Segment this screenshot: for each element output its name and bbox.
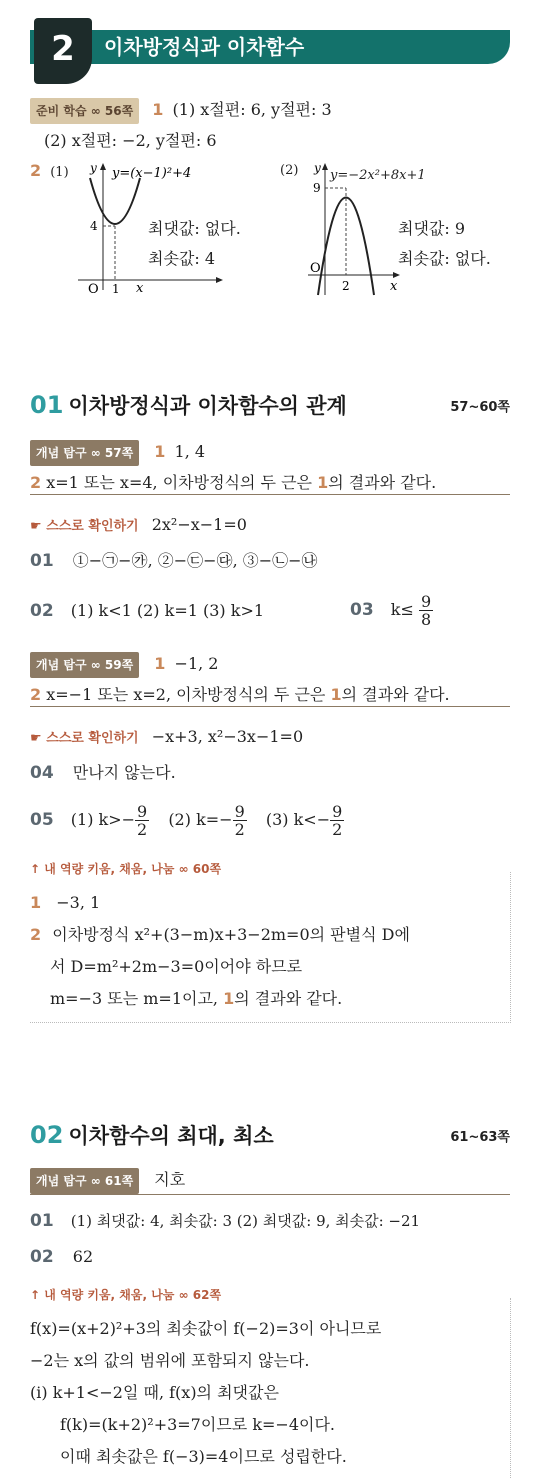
s1-t2-number: 2: [30, 473, 42, 492]
s1-tag2-row: [30, 652, 218, 678]
s1-t2-ref: 1: [317, 473, 329, 492]
s1-q02-answer: (1) k<1 (2) k=1 (3) k>1: [70, 601, 265, 620]
chapter-title: 이차방정식과 이차함수: [104, 35, 305, 59]
section1-number: 01: [30, 391, 64, 419]
s1-q01-row: [30, 550, 318, 572]
s1-t2-row: [30, 472, 510, 495]
s1-check2-row: [30, 726, 303, 750]
section2-header: [30, 1120, 510, 1154]
prep-q1: [30, 98, 332, 124]
s1-q02-number: 02: [30, 601, 54, 621]
s1-check2-eq: −x+3, x²−3x−1=0: [151, 727, 304, 746]
graph1-curve: [90, 178, 140, 224]
graph2-y-arrow: [322, 163, 328, 170]
s2-line2: −2는 x의 값의 범위에 포함되지 않는다.: [30, 1351, 310, 1370]
graph1-y-label: y: [90, 161, 97, 175]
s2-line1: f(x)=(x+2)²+3의 최솟값이 f(−2)=3이 아니므로: [30, 1319, 382, 1338]
s1-t3-number: 1: [154, 654, 166, 673]
s1-q04-number: 04: [30, 763, 54, 783]
s1-t2-post: 의 결과와 같다.: [328, 473, 437, 492]
s1-t2-text: x=1 또는 x=4, 이차방정식의 두 근은: [46, 473, 318, 492]
s2-line5: 이때 최솟값은 f(−3)=4이므로 성립한다.: [60, 1447, 347, 1466]
chapter-banner: [30, 18, 510, 69]
graph2-y-tick: 9: [313, 181, 321, 195]
s1-q05-row: [30, 800, 344, 840]
s1-check1-row: [30, 514, 247, 538]
prep-tag: 준비 학습 ∞ 56쪽: [30, 98, 139, 124]
s1-q02-row: [30, 600, 264, 622]
graph1-y-arrow: [100, 163, 106, 170]
graph2-equation: y=−2x²+8x+1: [330, 168, 426, 183]
s2-q02-row: [30, 1246, 93, 1268]
prep-q2-part1: (1): [50, 165, 69, 180]
s1-q03-pre: k≤: [390, 600, 414, 619]
graph1-equation: y=(x−1)²+4: [112, 166, 192, 181]
s1-t4-row: [30, 684, 510, 707]
s2-q02-answer: 62: [72, 1247, 94, 1266]
s1-c2-line1: 이차방정식 x²+(3−m)x+3−2m=0의 판별식 D에: [52, 925, 410, 944]
graph2-min: 최솟값: 없다.: [398, 249, 491, 268]
prep-q1-number: 1: [152, 100, 164, 119]
prep-q2-number: 2: [30, 161, 42, 180]
s1-t4-post: 의 결과와 같다.: [341, 685, 450, 704]
prep-q1-answer: (1) x절편: 6, y절편: 3: [172, 100, 332, 119]
chapter-number: 2: [34, 18, 92, 84]
section1-header: [30, 390, 510, 424]
s1-check1-label: ☛ 스스로 확인하기: [30, 519, 139, 534]
section2-pages: 61~63쪽: [450, 1130, 510, 1145]
s1-q05-b: (2) k=−: [168, 810, 233, 829]
s2-q02-number: 02: [30, 1247, 54, 1267]
graph1-origin: O: [88, 282, 99, 295]
s1-q01-number: 01: [30, 551, 54, 571]
s1-concept-tag-1: 개념 탐구 ∞ 57쪽: [30, 440, 139, 466]
s1-q05-fraction-c: $\frac{9}{2}$: [332, 802, 343, 839]
s1-capacity-label: ↑ 내 역량 키움, 채움, 나눔 ∞ 60쪽: [30, 862, 222, 876]
s1-q05-a: (1) k>−: [70, 810, 136, 829]
s1-q01-answer: ①−㉠−㉮, ②−㉢−㉰, ③−㉡−㉯: [72, 551, 318, 570]
s1-c2-line2: 서 D=m²+2m−3=0이어야 하므로: [50, 957, 303, 976]
s2-line3: (i) k+1<−2일 때, f(x)의 최댓값은: [30, 1383, 279, 1402]
s1-q05-c: (3) k<−: [265, 810, 331, 829]
s1-t4-ref: 1: [330, 685, 342, 704]
s2-q01-number: 01: [30, 1211, 54, 1231]
graph1-min: 최솟값: 4: [148, 249, 216, 268]
graph1-x-tick: 1: [112, 282, 120, 295]
prep-q2-part2: (2): [280, 163, 299, 178]
s1-c1-answer: −3, 1: [56, 893, 101, 912]
graph2-max: 최댓값: 9: [398, 219, 466, 238]
s1-t1-number: 1: [154, 442, 166, 461]
s2-tag1-row: [30, 1168, 510, 1195]
s2-capacity-label: ↑ 내 역량 키움, 채움, 나눔 ∞ 62쪽: [30, 1288, 222, 1302]
prep-q2-head: [30, 160, 69, 184]
s1-t1-answer: 1, 4: [174, 442, 206, 461]
s1-q04-answer: 만나지 않는다.: [72, 763, 176, 782]
s1-c2-row: [30, 924, 410, 946]
s1-concept-tag-2: 개념 탐구 ∞ 59쪽: [30, 652, 139, 678]
s1-c2-number: 2: [30, 925, 42, 944]
s1-q05-number: 05: [30, 810, 54, 830]
s1-check1-eq: 2x²−x−1=0: [151, 515, 247, 534]
s1-c2-line3: m=−3 또는 m=1이고, 1의 결과와 같다.: [50, 989, 343, 1008]
s1-q05-fraction-a: $\frac{9}{2}$: [137, 802, 148, 839]
section1-title: 이차방정식과 이차함수의 관계: [68, 394, 347, 418]
s2-t1-answer: 지호: [154, 1170, 186, 1189]
graph2-x-tick: 2: [342, 279, 350, 293]
s2-line4: f(k)=(k+2)²+3=7이므로 k=−4이다.: [60, 1415, 335, 1434]
s1-q03-fraction: $\frac{9}{8}$: [420, 592, 432, 629]
prep-q1-line2: (2) x절편: −2, y절편: 6: [44, 131, 217, 150]
graph1-x-label: x: [136, 281, 144, 295]
section2-number: 02: [30, 1121, 64, 1149]
s1-c1-row: [30, 892, 100, 914]
s1-tag1-row: [30, 440, 205, 466]
graph1-max: 최댓값: 없다.: [148, 219, 241, 238]
graph1-y-tick: 4: [90, 219, 98, 233]
s1-t4-text: x=−1 또는 x=2, 이차방정식의 두 근은: [46, 685, 331, 704]
s2-q01-row: [30, 1210, 420, 1232]
s1-q03-number: 03: [350, 600, 374, 620]
s2-q01-answer: (1) 최댓값: 4, 최솟값: 3 (2) 최댓값: 9, 최솟값: −21: [70, 1212, 421, 1230]
s1-q04-row: [30, 762, 176, 784]
graph2-x-arrow: [393, 272, 400, 278]
graph1-x-arrow: [216, 277, 223, 283]
section2-title: 이차함수의 최대, 최소: [68, 1124, 274, 1148]
s2-concept-tag: 개념 탐구 ∞ 61쪽: [30, 1168, 139, 1194]
section1-pages: 57~60쪽: [450, 400, 510, 415]
s1-q05-fraction-b: $\frac{9}{2}$: [234, 802, 245, 839]
s1-c1-number: 1: [30, 893, 42, 912]
graph2-y-label: y: [314, 161, 321, 175]
s1-check2-label: ☛ 스스로 확인하기: [30, 731, 139, 746]
s1-t3-answer: −1, 2: [174, 654, 219, 673]
s1-q03-row: [350, 592, 433, 628]
graph2-x-label: x: [390, 279, 398, 294]
s1-t4-number: 2: [30, 685, 42, 704]
graph2-origin: O: [310, 261, 321, 276]
